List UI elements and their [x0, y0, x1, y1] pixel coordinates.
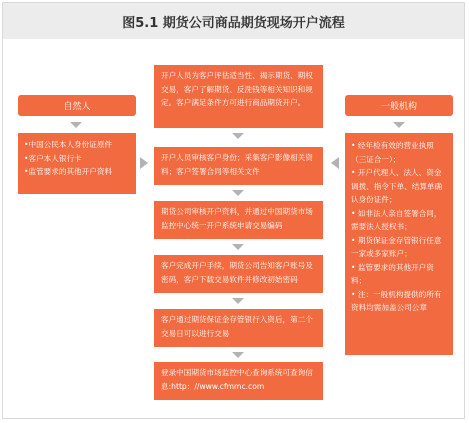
left-to-center-arrow-icon: [140, 157, 148, 169]
left-item: •监管要求的其他开户资料: [24, 167, 113, 176]
right-arrow-down-icon: [393, 122, 405, 128]
step-3-box: 期货公司审核开户资料，并通过中国期货市场监控中心统一开户系统申请交易编码: [154, 201, 323, 239]
right-header: 一般机构: [345, 95, 453, 116]
step-arrow-3-icon: [232, 244, 244, 250]
right-requirements-list: [351, 139, 447, 315]
left-requirements-list: [24, 138, 130, 179]
right-item: • 如非法人亲自签署合同，需要法人授权书；: [351, 208, 442, 231]
step-6-box: 登录中国期货市场监控中心查询系统可查询信息:http：//www.cfmmc.com: [154, 362, 323, 400]
left-item: •中国公民本人身份证原件: [24, 140, 113, 149]
step-4-box: 客户完成开户手续，期货公司告知客户账号及密码，客户下载交易软件并修改初始密码: [154, 255, 323, 293]
right-item: • 监管要求的其他开户资料；: [351, 262, 434, 285]
step-arrow-5-icon: [232, 352, 244, 358]
step-arrow-1-icon: [232, 133, 244, 139]
right-to-center-arrow-icon: [331, 157, 339, 169]
left-item: •客户本人银行卡: [24, 153, 82, 163]
right-item: • 期货保证金存管银行任意一家或多家账户；: [351, 235, 442, 258]
step-2-box: 开户人员审核客户身份；采集客户影像相关资料；客户签署合同等相关文件: [154, 147, 323, 185]
left-requirements-box: [18, 133, 136, 194]
step-1-box: 开户人员为客户评估适当性、揭示期货、期权交易，客户了解期货、反洗钱等相关知识和规定。客户满足条件方可进行商品期货开户。: [154, 65, 323, 128]
left-header: 自然人: [18, 95, 136, 116]
left-arrow-down-icon: [70, 122, 82, 128]
step-arrow-2-icon: [232, 190, 244, 196]
right-item: • 经年检有效的营业执照（三证合一）；: [351, 141, 434, 164]
diagram-title: 图5.1 期货公司商品期货现场开户流程: [3, 3, 464, 39]
step-5-box: 客户通过期货保证金存管银行入资后，第二个交易日可以进行交易: [154, 309, 323, 347]
right-item: • 开户代理人、法人、资金调拨、指令下单、结算单确认身份证件；: [351, 168, 443, 204]
step-arrow-4-icon: [232, 298, 244, 304]
right-item: • 注：一般机构提供的所有资料均需加盖公司公章: [351, 289, 442, 312]
right-requirements-box: [345, 133, 453, 355]
